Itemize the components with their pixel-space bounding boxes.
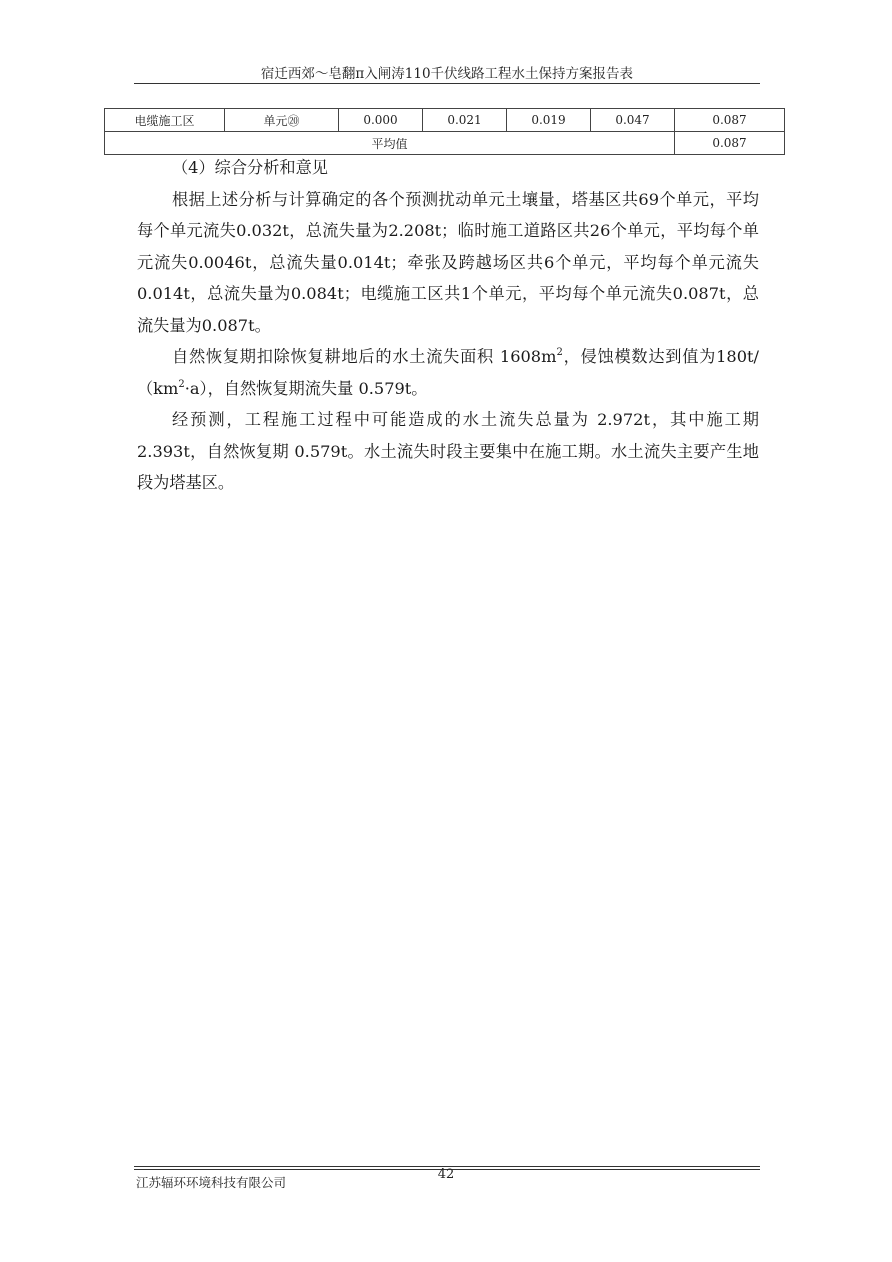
table-cell-unit: 单元⑳ (225, 109, 339, 132)
superscript: 2 (556, 347, 563, 358)
paragraph-text: ，侵蚀模数达到值为180t/（km (137, 347, 759, 398)
footer-company: 江苏辐环环境科技有限公司 (136, 1175, 287, 1190)
erosion-table (104, 108, 785, 155)
table-cell-zone: 电缆施工区 (105, 109, 225, 132)
page-header-title: 宿迁西郊～皂翻π入闸涛110千伏线路工程水土保持方案报告表 (260, 66, 634, 82)
paragraph-summary: 根据上述分析与计算确定的各个预测扰动单元土壤量，塔基区共69个单元，平均每个单元流失0.032t，总流失量为2.208t；临时施工道路区共26个单元，平均每个单元流失0.0046t，总流失量0.014t；牵张及跨越场区共6个单元，平均每个单元流失0.014t，总流失量为0.084t；电缆施工区共1个单元，平均每个单元流失0.087t，总流失量为0.087t。 (137, 189, 759, 335)
average-label: 平均值 (105, 132, 675, 155)
table-cell-value: 0.021 (423, 109, 507, 132)
table-cell-value: 0.047 (591, 109, 675, 132)
paragraph-recovery (137, 341, 759, 404)
table-row (105, 109, 785, 132)
table-cell-value: 0.000 (339, 109, 423, 132)
body-text (137, 152, 759, 499)
section-heading: （4）综合分析和意见 (172, 158, 328, 177)
paragraph-text: 自然恢复期扣除恢复耕地后的水土流失面积 1608m (172, 347, 557, 366)
paragraph-conclusion: 经预测，工程施工过程中可能造成的水土流失总量为 2.972t，其中施工期 2.393t，自然恢复期 0.579t。水土流失时段主要集中在施工期。水土流失主要产生地段为塔基区。 (137, 410, 759, 492)
average-value: 0.087 (675, 132, 785, 155)
paragraph-text: ·a），自然恢复期流失量 0.579t。 (184, 378, 428, 398)
page-number: 42 (437, 1167, 455, 1182)
superscript: 2 (178, 378, 185, 390)
table-cell-value: 0.019 (507, 109, 591, 132)
table-cell-total: 0.087 (675, 109, 785, 132)
header-divider (134, 83, 760, 84)
